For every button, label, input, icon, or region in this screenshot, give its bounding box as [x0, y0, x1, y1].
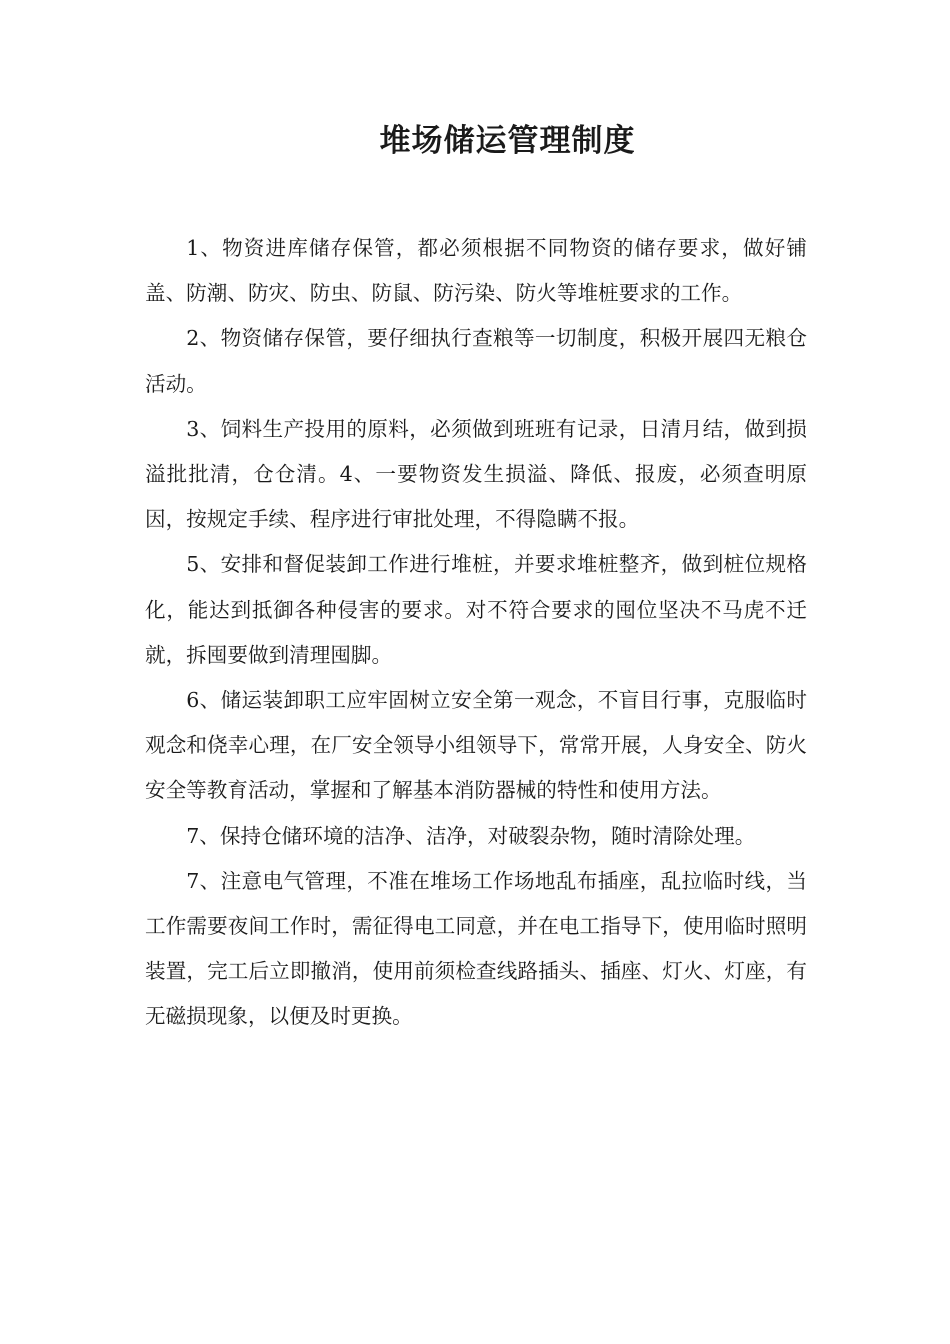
paragraph-4: 5、安排和督促装卸工作进行堆桩，并要求堆桩整齐，做到桩位规格化，能达到抵御各种侵害的要求。对不符合要求的囤位坚决不马虎不迁就，拆囤要做到清理囤脚。 — [145, 552, 807, 667]
document-body — [145, 226, 807, 1040]
paragraph-5: 6、储运装卸职工应牢固树立安全第一观念，不盲目行事，克服临时观念和侥幸心理，在厂安全领导小组领导下，常常开展，人身安全、防火安全等教育活动，掌握和了解基本消防器械的特性和使用方法。 — [145, 688, 807, 803]
paragraph-1: 1、物资进库储存保管，都必须根据不同物资的储存要求，做好铺盖、防潮、防灾、防虫、防鼠、防污染、防火等堆桩要求的工作。 — [145, 236, 807, 306]
paragraph-6: 7、保持仓储环境的洁净、洁净，对破裂杂物，随时清除处理。 — [186, 823, 756, 848]
paragraph-2: 2、物资储存保管，要仔细执行查粮等一切制度，积极开展四无粮仓活动。 — [145, 326, 807, 396]
document-title: 堆场储运管理制度 — [379, 123, 636, 159]
paragraph-3: 3、饲料生产投用的原料，必须做到班班有记录，日清月结，做到损溢批批清，仓仓清。4、一要物资发生损溢、降低、报废，必须查明原因，按规定手续、程序进行审批处理，不得隐瞒不报。 — [145, 416, 807, 532]
paragraph-7: 7、注意电气管理，不准在堆场工作场地乱布插座，乱拉临时线，当工作需要夜间工作时，需征得电工同意，并在电工指导下，使用临时照明装置，完工后立即撤消，使用前须检查线路插头、插座、灯火、灯座，有无磁损现象，以便及时更换。 — [145, 868, 807, 1029]
